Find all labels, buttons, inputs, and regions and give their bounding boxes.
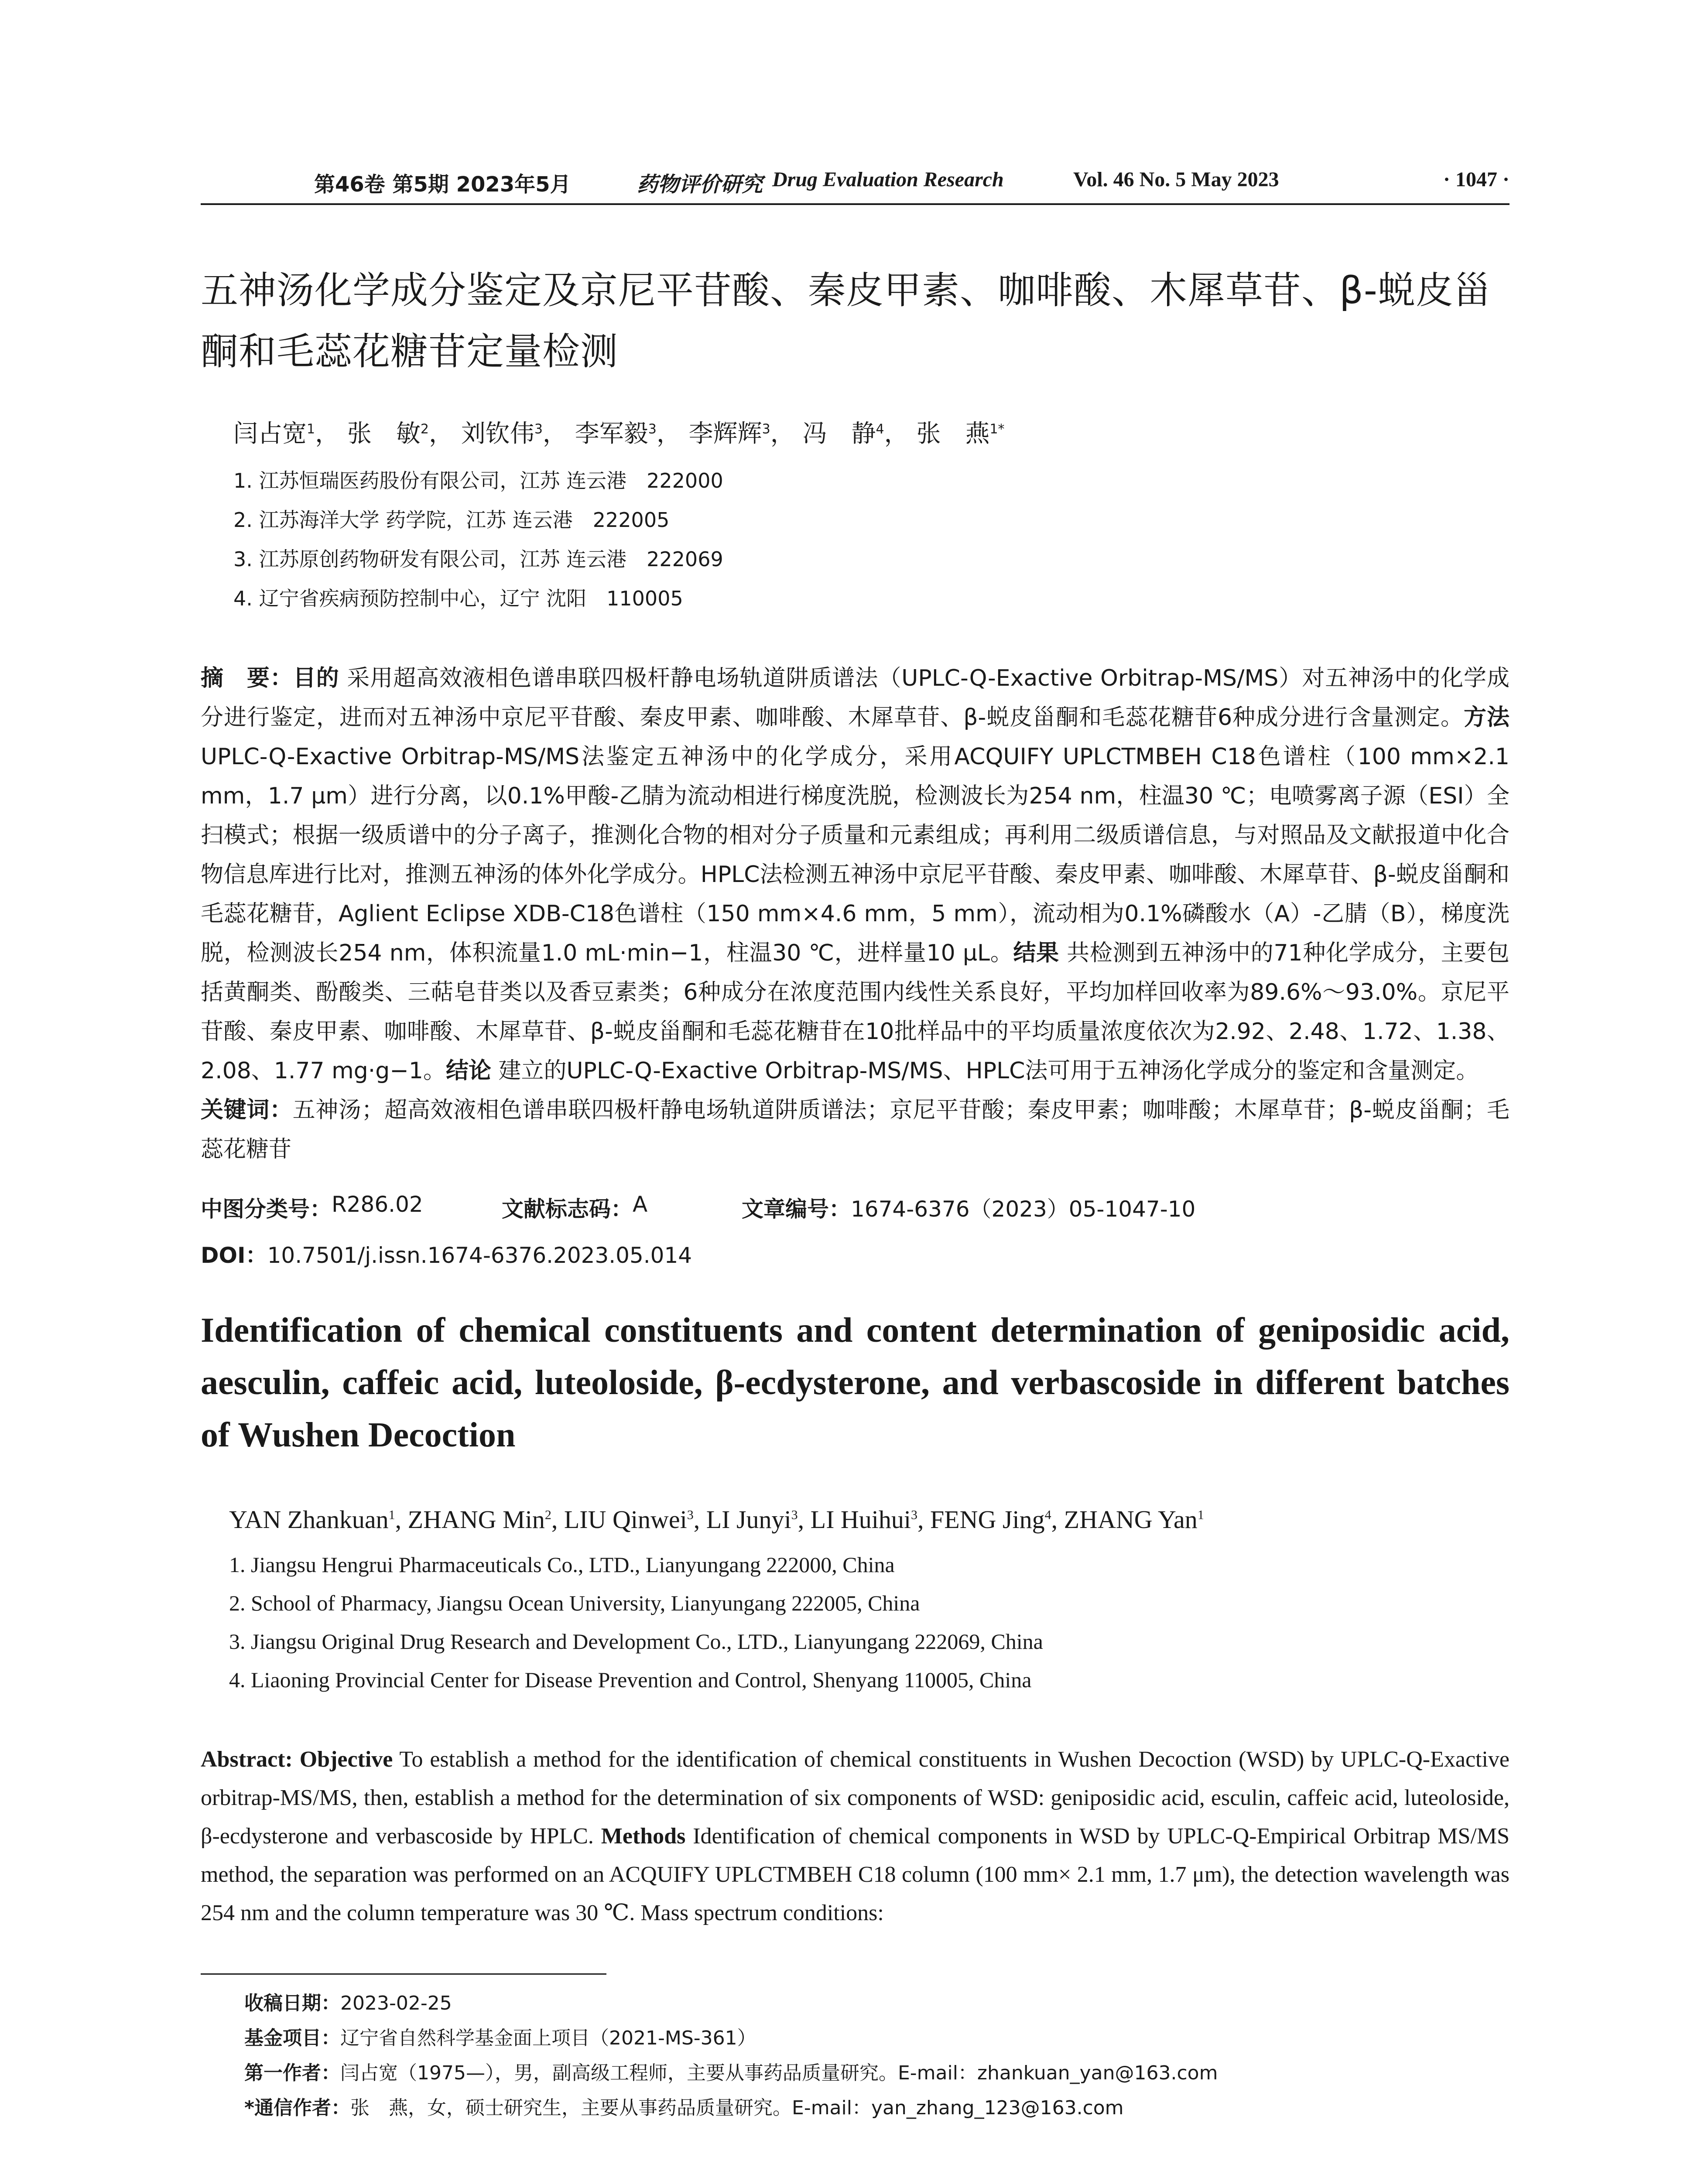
- author-sup: 1: [388, 1508, 395, 1522]
- keywords-text: 五神汤；超高效液相色谱串联四极杆静电场轨道阱质谱法；京尼平苷酸；秦皮甲素；咖啡酸；木犀草苷；β-蜕皮甾酮；毛蕊花糖苷: [201, 1097, 1509, 1162]
- article-number-label: 文章编号：: [742, 1196, 851, 1222]
- first-author-value: 闫占宽（1975—），男，副高级工程师，主要从事药品质量研究。E-mail：zhankuan_yan@163.com: [340, 2062, 1218, 2084]
- results-text: 共检测到五神汤中的71种化学成分，主要包括黄酮类、酚酸类、三萜皂苷类以及香豆素类；6种成分在浓度范围内线性关系良好，平均加样回收率为89.6%～93.0%。京尼平苷酸、秦皮甲素、咖啡酸、木犀草苷、β-蜕皮甾酮和毛蕊花糖苷在10批样品中的平均质量浓度依次为2.92、2.48、1.72、1.38、2.08、1.77 mg·g−1。: [201, 940, 1510, 1084]
- chinese-affiliation: 1. 江苏恒瑞医药股份有限公司，江苏 连云港 222000: [233, 469, 723, 492]
- author-sup: 3: [762, 421, 770, 437]
- author-sup: 2: [544, 1508, 551, 1522]
- doc-code-label: 文献标志码：: [502, 1196, 633, 1222]
- author-name: FENG Jing: [930, 1505, 1045, 1534]
- header-rule: [201, 203, 1509, 205]
- doi-label: DOI：: [201, 1243, 267, 1268]
- corresponding-label: *通信作者：: [244, 2097, 351, 2119]
- chinese-title: 五神汤化学成分鉴定及京尼平苷酸、秦皮甲素、咖啡酸、木犀草苷、β-蜕皮甾酮和毛蕊花糖苷定量检测: [201, 269, 1492, 373]
- conclusion-label: 结论: [445, 1058, 491, 1084]
- running-header: [201, 168, 1509, 198]
- header-page-number: · 1047 ·: [1443, 168, 1509, 191]
- author-name: 闫占宽: [233, 420, 307, 448]
- clc-value: R286.02: [332, 1192, 423, 1217]
- clc-label: 中图分类号：: [201, 1196, 332, 1222]
- abstract-label: Abstract:: [201, 1747, 293, 1772]
- english-abstract: [201, 1740, 1509, 1932]
- author-sup: 1: [307, 421, 315, 437]
- footnote-first-author: [244, 2057, 1488, 2085]
- author-sup: 1*: [989, 421, 1005, 437]
- keywords-label: 关键词：: [201, 1097, 293, 1123]
- author-name: ZHANG Min: [407, 1505, 545, 1534]
- first-author-label: 第一作者：: [244, 2062, 340, 2084]
- objective-text: To establish a method for the identification of chemical constituents in Wushen Decoction (WSD) by UPLC-Q-Exactive orbitrap-MS/MS, then, establish a method for the determination of six components of WSD: geniposidic acid, esculin, caffeic acid, luteoloside, β-ecdysterone and verbascoside by HPLC.: [201, 1747, 1510, 1849]
- author-name: LI Huihui: [810, 1505, 911, 1534]
- author-name: 李军毅: [575, 420, 648, 448]
- article-number-value: 1674-6376（2023）05-1047-10: [851, 1196, 1196, 1222]
- author-name: LI Junyi: [706, 1505, 791, 1534]
- english-affiliation: 2. School of Pharmacy, Jiangsu Ocean University, Lianyungang 222005, China: [229, 1591, 920, 1615]
- english-affiliation: 1. Jiangsu Hengrui Pharmaceuticals Co., LTD., Lianyungang 222000, China: [229, 1552, 895, 1577]
- author-sup: 1: [1197, 1508, 1204, 1522]
- author-name: 冯 静: [802, 420, 876, 448]
- received-label: 收稿日期：: [244, 1992, 340, 2014]
- conclusion-text: 建立的UPLC-Q-Exactive Orbitrap-MS/MS、HPLC法可用于五神汤化学成分的鉴定和含量测定。: [498, 1058, 1479, 1084]
- results-label: 结果: [1013, 940, 1059, 966]
- doi-value: 10.7501/j.issn.1674-6376.2023.05.014: [267, 1243, 692, 1268]
- author-sup: 3: [687, 1508, 694, 1522]
- author-name: LIU Qinwei: [564, 1505, 687, 1534]
- objective-text: 采用超高效液相色谱串联四极杆静电场轨道阱质谱法（UPLC-Q-Exactive Orbitrap-MS/MS）对五神汤中的化学成分进行鉴定，进而对五神汤中京尼平苷酸、秦皮甲素、咖啡酸、木犀草苷、β-蜕皮甾酮和毛蕊花糖苷6种成分进行含量测定。: [201, 665, 1509, 731]
- methods-label: 方法: [1464, 704, 1509, 731]
- doi-row: [201, 1238, 1509, 1269]
- footnote-rule: [201, 1973, 606, 1975]
- author-name: YAN Zhankuan: [229, 1505, 389, 1534]
- received-value: 2023-02-25: [340, 1992, 452, 2014]
- objective-label: Objective: [299, 1747, 393, 1772]
- author-sup: 3: [534, 421, 543, 437]
- methods-text: UPLC-Q-Exactive Orbitrap-MS/MS法鉴定五神汤中的化学成分，采用ACQUIFY UPLCTMBEH C18色谱柱（100 mm×2.1 mm，1.7 μm）进行分离，以0.1%甲酸-乙腈为流动相进行梯度洗脱，检测波长为254 nm，柱温30 ℃；电喷雾离子源（ESI）全扫模式；根据一级质谱中的分子离子，推测化合物的相对分子质量和元素组成；再利用二级质谱信息，与对照品及文献报道中化合物信息库进行比对，推测五神汤的体外化学成分。HPLC法检测五神汤中京尼平苷酸、秦皮甲素、咖啡酸、木犀草苷、β-蜕皮甾酮和毛蕊花糖苷，Aglient Eclipse XDB-C18色谱柱（150 mm×4.6 mm，5 mm），流动相为0.1%磷酸水（A）-乙腈（B），梯度洗脱，检测波长254 nm，体积流量1.0 mL·min−1，柱温30 ℃，进样量10 μL。: [201, 744, 1509, 966]
- author-name: ZHANG Yan: [1064, 1505, 1198, 1534]
- chinese-affiliation: 3. 江苏原创药物研发有限公司，江苏 连云港 222069: [233, 547, 723, 571]
- author-sup: 3: [648, 421, 657, 437]
- footnote-corresponding: [244, 2092, 1488, 2120]
- footnote-received: [244, 1987, 1488, 2015]
- chinese-affiliation: 2. 江苏海洋大学 药学院，江苏 连云港 222005: [233, 508, 670, 532]
- english-affiliation: 4. Liaoning Provincial Center for Disease Prevention and Control, Shenyang 110005, China: [229, 1668, 1032, 1692]
- methods-text: Identification of chemical components in WSD by UPLC-Q-Empirical Orbitrap MS/MS method, the separation was performed on an ACQUIFY UPLCTMBEH C18 column (100 mm× 2.1 mm, 1.7 μm), the detection wavelength was 254 nm and the column temperature was 30 ℃. Mass spectrum conditions:: [201, 1824, 1510, 1925]
- author-sup: 4: [1044, 1508, 1051, 1522]
- english-authors: YAN Zhankuan$^1$, ZHANG Min$^2$, LIU Qinwei$^3$, LI Junyi$^3$, LI Huihui$^3$, FENG Jing$^4$, ZHANG Yan$^1$: [229, 1505, 1204, 1534]
- corresponding-value: 张 燕，女，硕士研究生，主要从事药品质量研究。E-mail：yan_zhang_123@163.com: [350, 2097, 1124, 2119]
- header-journal-en: Drug Evaluation Research: [772, 168, 1004, 191]
- author-sup: 3: [791, 1508, 798, 1522]
- author-sup: 3: [911, 1508, 917, 1522]
- journal-logo-cn: 药物评价研究: [637, 172, 763, 197]
- author-name: 刘钦伟: [461, 420, 534, 448]
- author-sup: 2: [420, 421, 429, 437]
- english-affiliation: 3. Jiangsu Original Drug Research and Development Co., LTD., Lianyungang 222069, China: [229, 1629, 1043, 1654]
- author-name: 张 燕: [916, 420, 990, 448]
- chinese-abstract: [201, 659, 1509, 1169]
- header-volume: Vol. 46 No. 5 May 2023: [1073, 168, 1279, 191]
- footnote-fund: [244, 2022, 1488, 2050]
- header-issue: 第46卷 第5期 2023年5月: [314, 172, 571, 197]
- fund-value: 辽宁省自然科学基金面上项目（2021-MS-361）: [340, 2027, 756, 2049]
- author-sup: 4: [876, 421, 884, 437]
- objective-label: 目的: [293, 665, 339, 691]
- abstract-label: 摘 要：: [201, 665, 293, 691]
- author-name: 张 敏: [347, 420, 421, 448]
- chinese-authors: 闫占宽$^1$， 张 敏$^2$， 刘钦伟$^3$， 李军毅$^3$， 李辉辉$^3$， 冯 静$^4$， 张 燕$^{1*}$: [233, 420, 1005, 448]
- english-title: Identification of chemical constituents and content determination of geniposidic acid, aesculin, caffeic acid, luteoloside, β-ecdysterone, and verbascoside in different batches of Wushen Decoction: [201, 1311, 1509, 1454]
- author-name: 李辉辉: [688, 420, 762, 448]
- methods-label: Methods: [601, 1824, 686, 1849]
- chinese-affiliation: 4. 辽宁省疾病预防控制中心，辽宁 沈阳 110005: [233, 587, 683, 610]
- fund-label: 基金项目：: [244, 2027, 340, 2049]
- doc-code-value: A: [633, 1192, 648, 1217]
